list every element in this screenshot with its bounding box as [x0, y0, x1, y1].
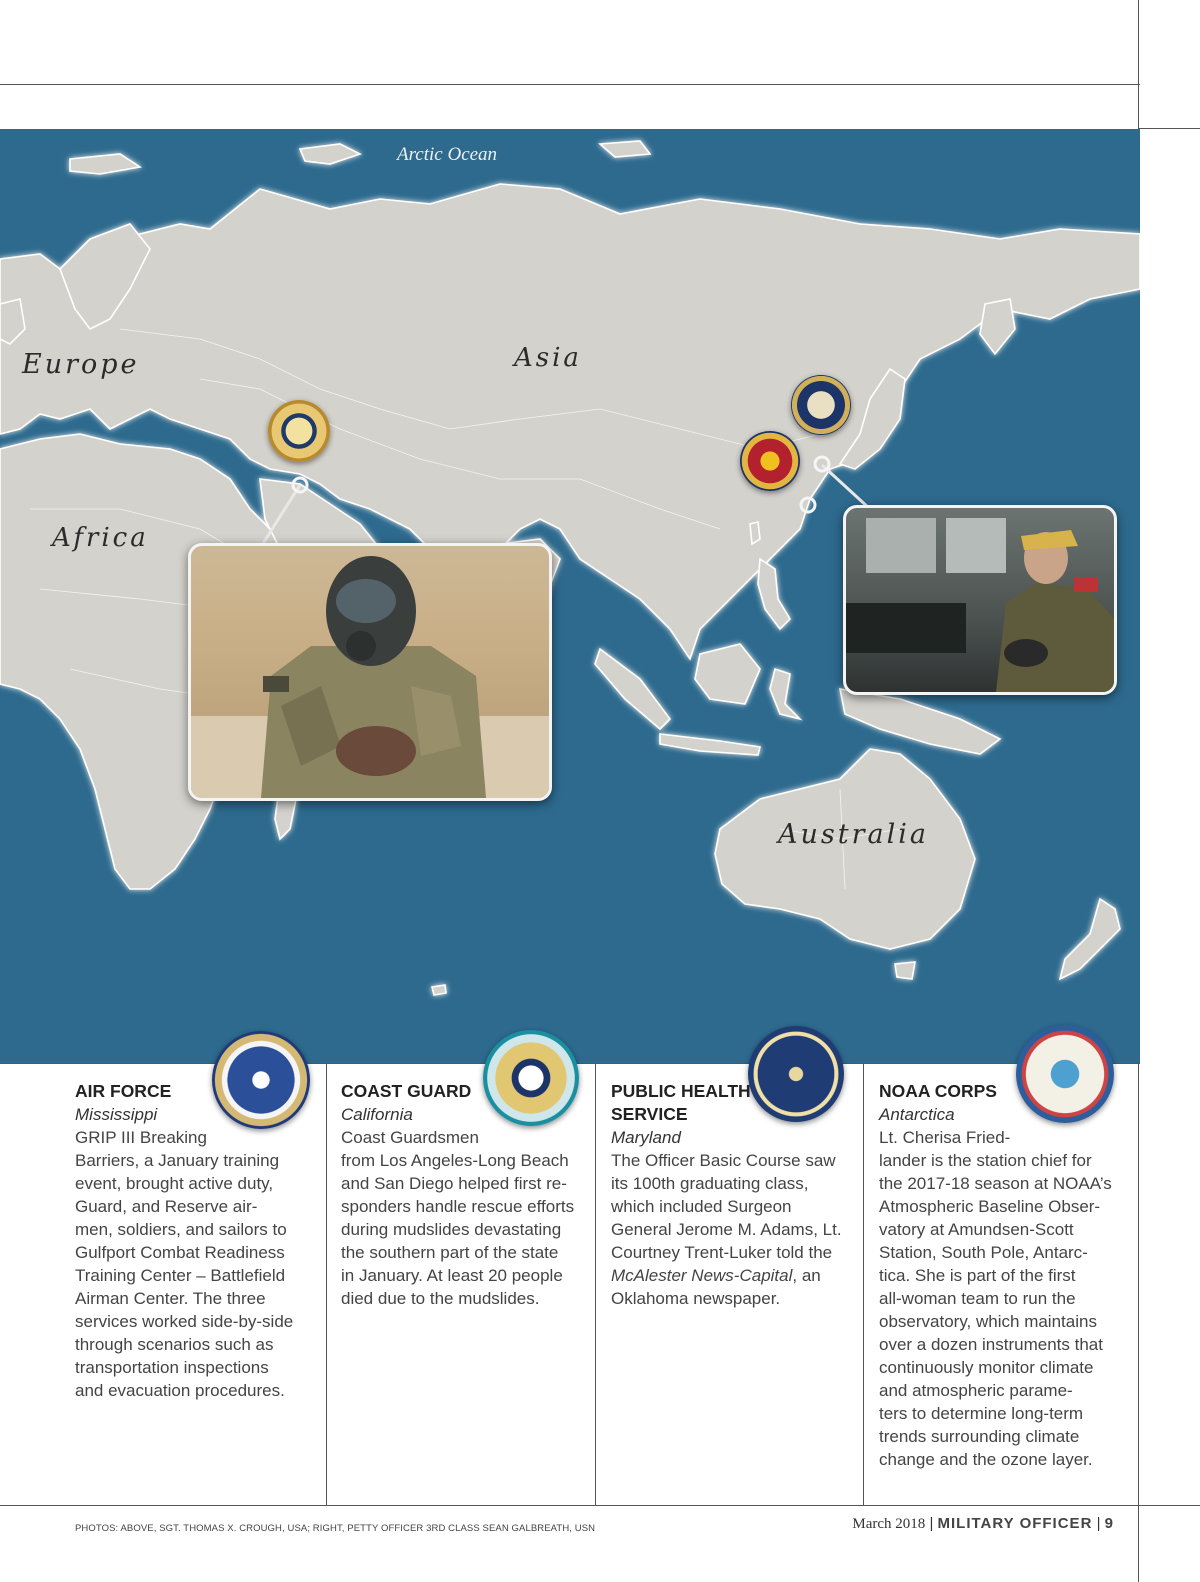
public-health-title-line2: SERVICE [611, 1104, 688, 1124]
air-force-body-line: event, brought active duty, [75, 1174, 274, 1193]
australia-label: Australia [778, 819, 929, 850]
public-health-body-line: Oklahoma newspaper. [611, 1289, 781, 1308]
noaa-body-line: Lt. Cherisa Fried- [879, 1128, 1011, 1147]
noaa-body-line: the 2017-18 season at NOAA’s [879, 1174, 1112, 1193]
coast-guard-body-line: Coast Guardsmen [341, 1128, 479, 1147]
noaa-body-line: all-woman team to run the [879, 1289, 1076, 1308]
arctic-ocean-label: Arctic Ocean [397, 144, 498, 165]
noaa-body-line: Station, South Pole, Antarc- [879, 1243, 1088, 1262]
coast-guard-bridge-photo [843, 505, 1117, 695]
air-force-body-line: Training Center – Battlefield [75, 1266, 286, 1285]
noaa-body-line: ters to determine long-term [879, 1404, 1084, 1423]
air-force-body-line: services worked side-by-side [75, 1312, 294, 1331]
air-force-body-line: through scenarios such as [75, 1335, 274, 1354]
coast-guard-body-line: sponders handle rescue efforts [341, 1197, 575, 1216]
coast-guard-body-line: in January. At least 20 people [341, 1266, 563, 1285]
noaa-body-line: over a dozen instruments that [879, 1335, 1103, 1354]
europe-label: Europe [22, 349, 140, 380]
noaa-body-line: trends surrounding climate [879, 1427, 1080, 1446]
column-divider-1 [326, 1063, 327, 1505]
air-force-body-line: transportation inspections [75, 1358, 269, 1377]
columns-bottom-rule [0, 1505, 1200, 1506]
public-health-location: Maryland [611, 1128, 681, 1147]
antarctic-fragment [432, 985, 446, 995]
noaa-location: Antarctica [879, 1105, 955, 1124]
world-map [0, 129, 1140, 1063]
public-health-body-line: Courtney Trent-Luker told the [611, 1243, 833, 1262]
photo-credits: PHOTOS: ABOVE, SGT. THOMAS X. CROUGH, USA; RIGHT, PETTY OFFICER 3RD CLASS SEAN GALBREATH, USN [75, 1523, 596, 1534]
issue-date: March 2018 [852, 1516, 926, 1532]
tasmania [895, 962, 915, 979]
magazine-name: MILITARY OFFICER [937, 1515, 1093, 1532]
noaa-corps-column [879, 1080, 1129, 1471]
air-force-body-line: Guard, and Reserve air- [75, 1197, 258, 1216]
army-seal-icon [268, 400, 330, 462]
footer-separator: | [929, 1515, 934, 1532]
coast-guard-body-line: died due to the mudslides. [341, 1289, 540, 1308]
noaa-body-line: change and the ozone layer. [879, 1450, 1093, 1469]
taiwan [750, 522, 760, 544]
air-force-body-line: Barriers, a January training [75, 1151, 280, 1170]
coast-guard-location: California [341, 1105, 413, 1124]
top-horizontal-rule [0, 84, 1140, 85]
noaa-body-line: lander is the station chief for [879, 1151, 1092, 1170]
air-force-column [75, 1080, 315, 1402]
coast-guard-column [341, 1080, 591, 1310]
coast-guard-body-line: from Los Angeles-Long Beach [341, 1151, 569, 1170]
soldier-gas-mask-photo [188, 543, 552, 801]
public-health-body-line: General Jerome M. Adams, Lt. [611, 1220, 842, 1239]
marine-corps-seal-icon [740, 431, 800, 491]
noaa-body-line: Atmospheric Baseline Obser- [879, 1197, 1101, 1216]
africa-label: Africa [52, 523, 149, 553]
coast-guard-body-line: the southern part of the state [341, 1243, 559, 1262]
public-health-body-line: The Officer Basic Course saw [611, 1151, 836, 1170]
column-divider-3 [863, 1063, 864, 1505]
column-divider-2 [595, 1063, 596, 1505]
air-force-location: Mississippi [75, 1105, 158, 1124]
coast-guard-body-line: and San Diego helped first re- [341, 1174, 567, 1193]
newspaper-suffix: , an [792, 1266, 821, 1285]
public-health-body-line: which included Surgeon [611, 1197, 792, 1216]
coast-guard-title: COAST GUARD [341, 1081, 472, 1101]
noaa-body-line: and atmospheric parame- [879, 1381, 1073, 1400]
noaa-body-line: continuously monitor climate [879, 1358, 1094, 1377]
coast-guard-body-line: during mudslides devastating [341, 1220, 562, 1239]
footer-separator: | [1096, 1515, 1101, 1532]
noaa-title: NOAA CORPS [879, 1081, 997, 1101]
noaa-body-line: vatory at Amundsen-Scott [879, 1220, 1074, 1239]
noaa-body-line: tica. She is part of the first [879, 1266, 1076, 1285]
public-health-service-column [611, 1080, 856, 1310]
asia-label: Asia [514, 343, 582, 373]
air-force-title: AIR FORCE [75, 1081, 172, 1101]
newspaper-name: McAlester News-Capital [611, 1266, 793, 1285]
air-force-body-line: Gulfport Combat Readiness [75, 1243, 285, 1262]
air-force-body-line: and evacuation procedures. [75, 1381, 285, 1400]
page-footer [852, 1515, 1114, 1533]
public-health-body-line: its 100th graduating class, [611, 1174, 809, 1193]
noaa-body-line: observatory, which maintains [879, 1312, 1097, 1331]
navy-seal-icon [791, 375, 851, 435]
public-health-body-line [611, 1264, 856, 1287]
right-margin-rule [1138, 128, 1200, 129]
air-force-body-line: Airman Center. The three [75, 1289, 266, 1308]
public-health-title-line1: PUBLIC HEALTH [611, 1081, 751, 1101]
page-number: 9 [1104, 1515, 1114, 1532]
air-force-body-line: GRIP III Breaking [75, 1128, 207, 1147]
air-force-body-line: men, soldiers, and sailors to [75, 1220, 287, 1239]
